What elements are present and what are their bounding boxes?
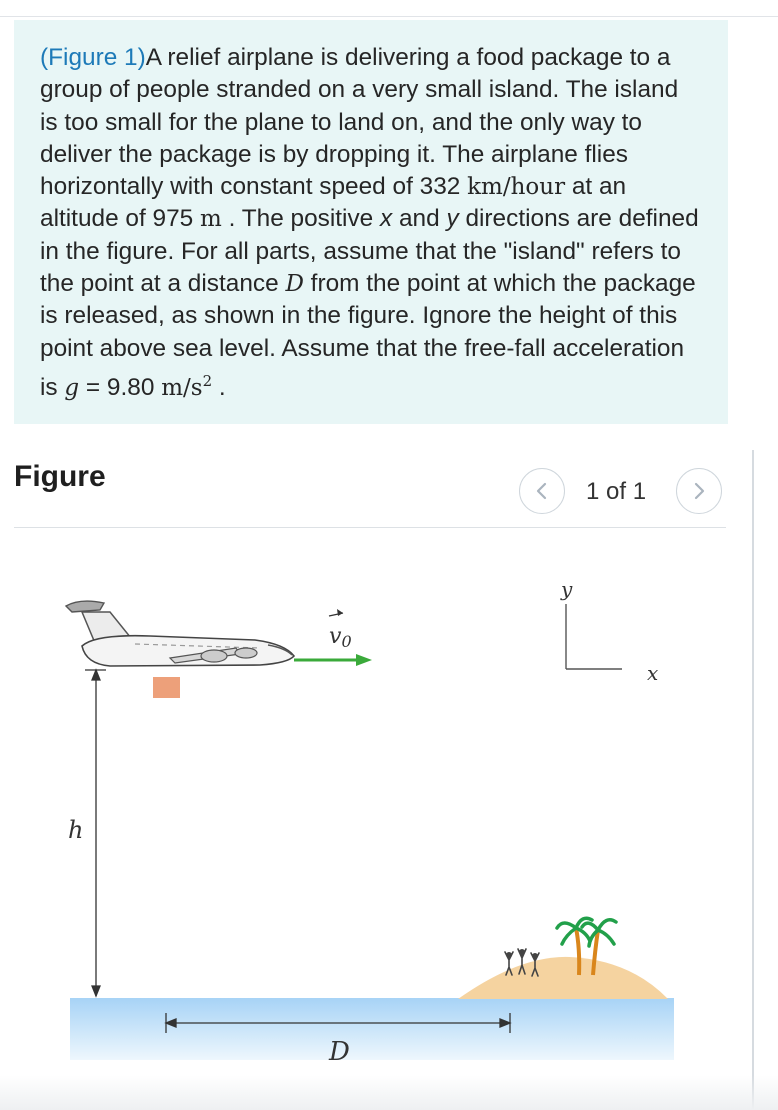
figure-divider bbox=[14, 527, 726, 528]
bottom-shadow bbox=[0, 1075, 778, 1110]
x-variable: x bbox=[380, 205, 393, 233]
g-value: = 9.80 bbox=[79, 374, 162, 402]
figure-heading: Figure bbox=[14, 460, 106, 493]
speed-unit: km/hour bbox=[467, 174, 566, 201]
d-label: D bbox=[329, 1037, 350, 1067]
d-variable: D bbox=[285, 271, 304, 298]
island bbox=[458, 957, 668, 999]
sea bbox=[70, 998, 674, 1060]
top-divider bbox=[0, 16, 778, 17]
problem-statement bbox=[14, 20, 728, 424]
height-dimension bbox=[85, 670, 106, 996]
h-label: h bbox=[68, 816, 84, 844]
altitude-unit: m bbox=[200, 206, 222, 233]
panel-divider bbox=[752, 450, 754, 1110]
g-unit: m/s bbox=[161, 375, 203, 402]
figure-illustration bbox=[0, 540, 740, 1070]
figure-link[interactable]: (Figure 1) bbox=[40, 44, 146, 71]
airplane bbox=[66, 601, 294, 698]
g-variable: g bbox=[64, 375, 80, 402]
chevron-right-icon bbox=[691, 481, 707, 501]
chevron-left-icon bbox=[534, 481, 550, 501]
g-exponent: 2 bbox=[202, 371, 213, 390]
coordinate-axes bbox=[566, 604, 622, 669]
problem-text: (Figure 1)A relief airplane is delivering a food package to a group of people stranded on a very small island. The island is too small for the plane to land on, and the only way to deliver the package is by dropping it. The airplane flies horizontally with constant speed of 332 km/hour at an altitude of 975 m . The positive x and y directions are defined in the figure. For all parts, assume that the "island" refers to the point at a distance D from the point at which the package is released, as shown in the figure. Ignore the height of this point above sea level. Assume that the free-fall acceleration is g = 9.80 $m/s^2$ . bbox=[40, 44, 699, 402]
y-axis-label: y bbox=[561, 577, 573, 601]
next-figure-button[interactable] bbox=[676, 468, 722, 514]
v0-label: v0 bbox=[329, 624, 352, 651]
food-package bbox=[153, 677, 180, 698]
previous-figure-button[interactable] bbox=[519, 468, 565, 514]
figure-page-count: 1 of 1 bbox=[586, 478, 647, 505]
y-variable: y bbox=[446, 205, 459, 233]
x-axis-label: x bbox=[647, 661, 659, 685]
